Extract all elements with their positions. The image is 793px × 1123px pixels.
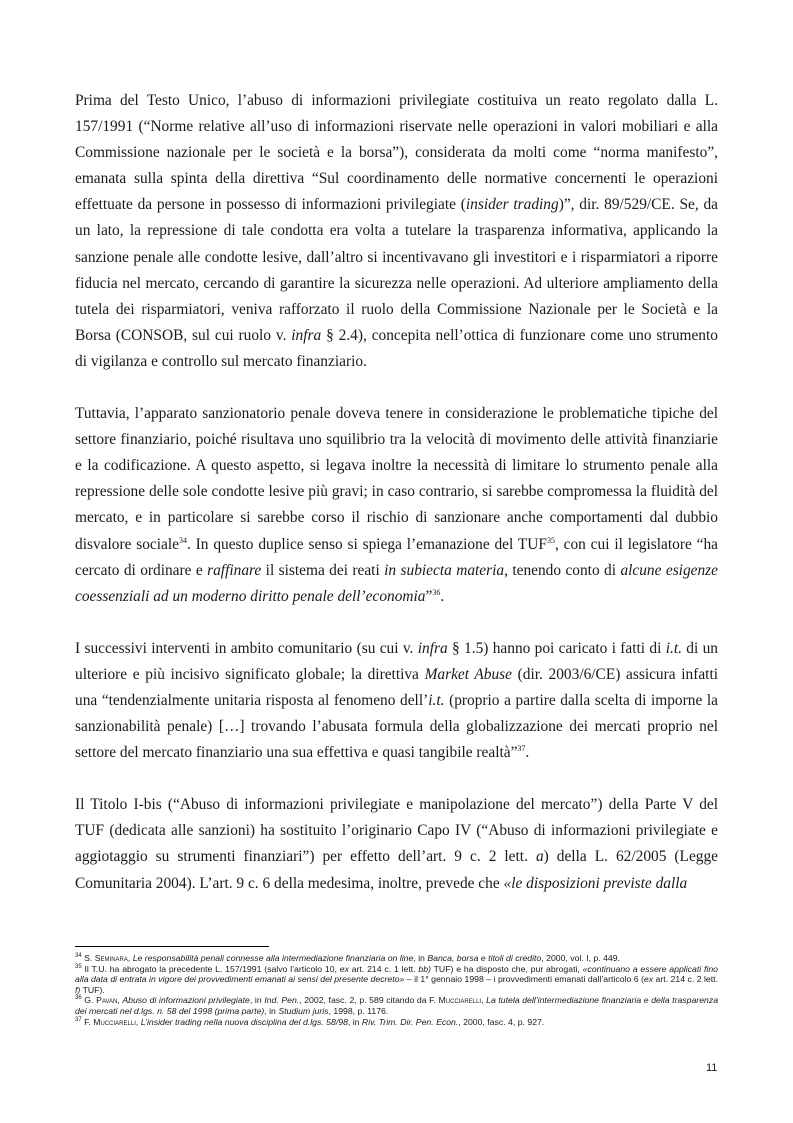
text-run: . In questo duplice senso si spiega l’emanazione del TUF bbox=[186, 535, 547, 553]
footnote bbox=[75, 995, 718, 1016]
italic-run: insider trading bbox=[465, 196, 559, 214]
text-run: Il T.U. ha abrogato la precedente L. 157/1991 (salvo l’articolo 10, bbox=[81, 963, 340, 974]
text-run: , tenendo conto di bbox=[504, 561, 621, 579]
text-run: S. bbox=[81, 953, 95, 963]
paragraph bbox=[75, 792, 718, 896]
italic-run: Ind. Pen. bbox=[264, 995, 300, 1006]
text-run: , 2000, fasc. 4, p. 927. bbox=[458, 1016, 545, 1027]
italic-run: ex bbox=[643, 974, 654, 985]
footnote-ref: 35 bbox=[546, 535, 555, 545]
italic-run: in subiecta materia bbox=[384, 561, 505, 579]
text-run: , in bbox=[413, 953, 428, 963]
text-run: , bbox=[135, 1016, 141, 1027]
footnote-separator bbox=[75, 946, 269, 947]
text-run: F. bbox=[81, 1016, 94, 1027]
text-run: TUF). bbox=[80, 984, 105, 995]
text-run: , bbox=[127, 953, 133, 963]
italic-run: alcune esigenze coessenziali ad un moderno diritto penale dell’economia bbox=[75, 561, 719, 605]
footnote bbox=[75, 953, 718, 964]
italic-run: La tutela dell’intermediazione finanziaria e della trasparenza dei mercati nel d.lgs. n. 58 del 1998 (prima parte) bbox=[75, 995, 719, 1016]
text-run: § 1.5) hanno poi caricato i fatti di bbox=[447, 639, 666, 657]
body-text bbox=[75, 88, 718, 923]
italic-run: «le disposizioni previste dalla bbox=[503, 874, 688, 892]
italic-run: i.t. bbox=[665, 639, 682, 657]
text-run: (proprio a partire dalla scelta di imporne la sanzionabilità penale) […] trovando l’abusata formula della globalizzazione dei mercati proprio nel settore del mercato finanziario una sua effettiva e quasi tangibile realtà” bbox=[75, 691, 718, 762]
text-run: art. 214 c. 2 lett. bbox=[653, 974, 718, 985]
author-name: Pavan bbox=[96, 995, 118, 1006]
footnote bbox=[75, 964, 718, 996]
footnote-ref: 34 bbox=[75, 953, 82, 960]
text-run: (dir. 2003/6/CE) assicura infatti una “tendenzialmente unitaria risposta al fenomeno dell’ bbox=[75, 665, 718, 709]
italic-run: raffinare bbox=[207, 561, 262, 579]
text-run: , in bbox=[264, 1005, 279, 1016]
text-run: Prima del Testo Unico, l’abuso di informazioni privilegiate costituiva un reato regolato dalla L. 157/1991 (“Norme relative all’uso di informazioni riservate nelle operazioni in valori mobiliari e alla Commissione nazionale per le società e la borsa”), considerata da molti come “norma manifesto”, emanata sulla spinta della direttiva “Sul coordinamento delle normative concernenti le operazioni effettuate da persone in possesso di informazioni privilegiate ( bbox=[75, 92, 718, 214]
footnote-ref: 36 bbox=[432, 587, 441, 597]
footnote bbox=[75, 1017, 718, 1028]
author-name: Mucciarelli bbox=[93, 1016, 136, 1027]
text-run: )”, dir. 89/529/CE. Se, da un lato, la repressione di tale condotta era volta a tutelare la trasparenza informativa, applicando la sanzione penale alle condotte lesive, dall’altro si incentivavano gli investitori e i risparmiatori a riporre fiducia nel mercato, cercando di garantire la sicurezza nelle operazioni. Ad ulteriore ampliamento della tutela dei risparmiatori, veniva rafforzato il ruolo della Commissione Nazionale per le Società e la Borsa (CONSOB, sul cui ruolo v. bbox=[75, 196, 718, 344]
italic-run: Market Abuse bbox=[424, 665, 512, 683]
text-run: Tuttavia, l’apparato sanzionatorio penale doveva tenere in considerazione le problematiche tipiche del settore finanziario, poiché risultava uno squilibrio tra la velocità di movimento delle attività finanziarie e la codificazione. A questo aspetto, si legava inoltre la necessità di limitare lo strumento penale alla repressione delle sole condotte lesive più gravi; in caso contrario, si sarebbe compromessa la fluidità del mercato, e in particolare si sarebbe corso il rischio di sanzionare anche comportamenti dal dubbio disvalore sociale bbox=[75, 405, 718, 553]
text-run: . bbox=[525, 744, 530, 762]
page-number: 11 bbox=[706, 1062, 718, 1074]
italic-run: f) bbox=[75, 984, 81, 995]
italic-run: «continuano a essere applicati fino alla data di entrata in vigore dei provvedimenti emanati ai sensi del presente decreto» bbox=[75, 963, 718, 985]
italic-run: Le responsabilità penali connesse alla intermediazione finanziaria on line bbox=[132, 953, 414, 963]
footnote-ref: 35 bbox=[75, 963, 82, 970]
text-run: , bbox=[481, 995, 487, 1006]
text-run: di un ulteriore e più incisivo significato globale; la direttiva bbox=[75, 639, 718, 683]
text-run: – il 1° gennaio 1998 – i provvedimenti emanati dall’articolo 6 ( bbox=[404, 974, 644, 985]
paragraph bbox=[75, 401, 718, 610]
italic-run: bb) bbox=[418, 963, 431, 974]
italic-run: i.t. bbox=[428, 691, 445, 709]
text-run: , 1998, p. 1176. bbox=[328, 1005, 389, 1016]
text-run: ) della L. 62/2005 (Legge Comunitaria 2004). L’art. 9 c. 6 della medesima, inoltre, prevede che bbox=[75, 848, 719, 892]
italic-run: Riv. Trim. Dir. Pen. Econ. bbox=[361, 1016, 459, 1027]
paragraph bbox=[75, 88, 718, 375]
italic-run: ex bbox=[339, 963, 349, 974]
italic-run: Studium juris bbox=[278, 1005, 329, 1016]
italic-run: infra bbox=[417, 639, 448, 657]
footnote-ref: 37 bbox=[517, 744, 526, 754]
footnote-ref: 34 bbox=[178, 535, 187, 545]
text-run: ” bbox=[425, 587, 433, 605]
footnotes bbox=[75, 953, 718, 1027]
text-run: TUF) e ha disposto che, pur abrogati, bbox=[430, 963, 583, 974]
text-run: . bbox=[440, 587, 445, 605]
italic-run: a bbox=[535, 848, 544, 866]
author-name: Mucciarelli bbox=[438, 995, 482, 1006]
text-run: G. bbox=[81, 995, 97, 1006]
text-run: , con cui il legislatore “ha cercato di ordinare e bbox=[75, 535, 718, 579]
italic-run: nella nuova disciplina del d.lgs. 58/98 bbox=[201, 1016, 348, 1027]
text-run: , in bbox=[347, 1016, 362, 1027]
italic-run: Abuso di informazioni privilegiate bbox=[122, 995, 250, 1006]
paragraph bbox=[75, 636, 718, 766]
text-run: , bbox=[117, 995, 123, 1006]
author-name: Seminara bbox=[94, 953, 128, 963]
text-run: , in bbox=[249, 995, 265, 1006]
text-run: , 2000, vol. I, p. 449. bbox=[541, 953, 621, 963]
text-run: Il Titolo I-bis (“Abuso di informazioni privilegiate e manipolazione del mercato”) della Parte V del TUF (dedicata alle sanzioni) ha sostituito l’originario Capo IV (“Abuso di informazioni privilegiate e aggiotaggio su strumenti finanziari”) per effetto dell’art. 9 c. 2 lett. bbox=[75, 796, 718, 866]
text-run: art. 214 c. 1 lett. bbox=[348, 963, 419, 974]
text-run: il sistema dei reati bbox=[261, 561, 385, 579]
italic-run: L’insider trading bbox=[140, 1016, 202, 1027]
italic-run: infra bbox=[291, 326, 322, 344]
footnote-ref: 37 bbox=[75, 1016, 82, 1023]
text-run: , 2002, fasc. 2, p. 589 citando da F. bbox=[299, 995, 439, 1006]
footnote-ref: 36 bbox=[75, 995, 82, 1002]
text-run: I successivi interventi in ambito comunitario (su cui v. bbox=[75, 639, 418, 657]
text-run: § 2.4), concepita nell’ottica di funzionare come uno strumento di vigilanza e controllo sul mercato finanziario. bbox=[75, 326, 718, 370]
italic-run: Banca, borsa e titoli di credito bbox=[427, 953, 542, 963]
